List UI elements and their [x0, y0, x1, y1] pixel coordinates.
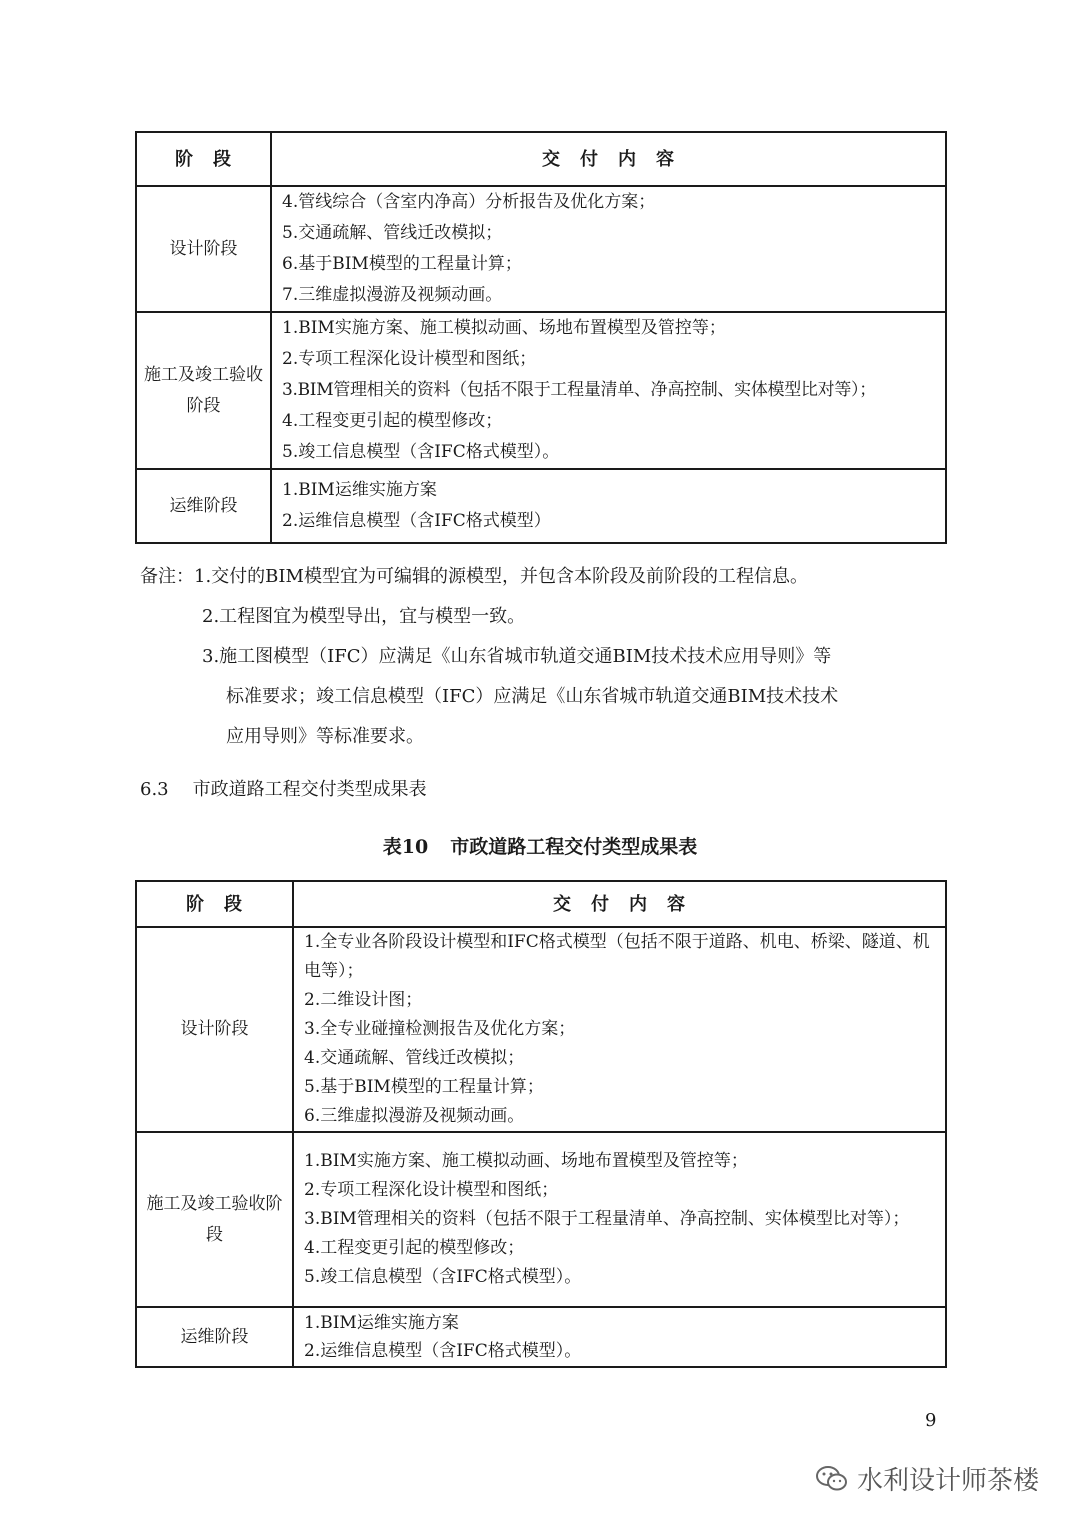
- content-cell: [271, 186, 946, 312]
- header-content: 交 付 内 容: [271, 132, 946, 186]
- page-number: 9: [925, 1410, 937, 1431]
- notes: [140, 557, 838, 757]
- list-item: 5.基于BIM模型的工程量计算；: [304, 1077, 544, 1097]
- list-item: 2.二维设计图；: [304, 990, 423, 1010]
- stage-cell: 设计阶段: [136, 927, 293, 1132]
- list-item: 1.BIM运维实施方案: [282, 480, 437, 500]
- header-stage: 阶 段: [136, 132, 271, 186]
- content-cell: [293, 1132, 946, 1307]
- list-item: 3.BIM管理相关的资料（包括不限于工程量清单、净高控制、实体模型比对等）；: [282, 380, 876, 400]
- caption-title: 市政道路工程交付类型成果表: [450, 836, 698, 858]
- table-caption: [0, 832, 1080, 859]
- list-item: 1.BIM实施方案、施工模拟动画、场地布置模型及管控等；: [282, 318, 726, 338]
- stage-cell: 设计阶段: [136, 186, 271, 312]
- table-row: [136, 186, 946, 312]
- list-item: 1.BIM实施方案、施工模拟动画、场地布置模型及管控等；: [304, 1151, 748, 1171]
- note-3-cont: 应用导则》等标准要求。: [226, 726, 424, 747]
- list-item: 2.专项工程深化设计模型和图纸；: [282, 349, 537, 369]
- list-item: 5.交通疏解、管线迁改模拟；: [282, 223, 503, 243]
- note-3-cont: 标准要求；竣工信息模型（IFC）应满足《山东省城市轨道交通BIM技术技术: [226, 686, 839, 707]
- stage-cell: 运维阶段: [136, 469, 271, 543]
- table-row: [136, 1132, 946, 1307]
- table-header-row: [136, 132, 946, 186]
- header-stage: 阶 段: [136, 881, 293, 927]
- table-row: [136, 469, 946, 543]
- table-row: [136, 312, 946, 469]
- section-heading: [140, 775, 427, 801]
- content-cell: [293, 927, 946, 1132]
- stage-cell: 施工及竣工验收阶段: [136, 1132, 293, 1307]
- list-item: 1.全专业各阶段设计模型和IFC格式模型（包括不限于道路、机电、桥梁、隧道、机电等）；: [304, 932, 930, 981]
- list-item: 4.工程变更引起的模型修改；: [282, 411, 503, 431]
- list-item: 4.交通疏解、管线迁改模拟；: [304, 1048, 525, 1068]
- list-item: 2.专项工程深化设计模型和图纸；: [304, 1180, 559, 1200]
- watermark-text: 水利设计师茶楼: [857, 1466, 1040, 1496]
- list-item: 1.BIM运维实施方案: [304, 1313, 459, 1333]
- stage-cell: 运维阶段: [136, 1307, 293, 1367]
- table-row: [136, 1307, 946, 1367]
- header-content: 交 付 内 容: [293, 881, 946, 927]
- table-header-row: [136, 881, 946, 927]
- list-item: 7.三维虚拟漫游及视频动画。: [282, 285, 503, 305]
- content-cell: [271, 312, 946, 469]
- content-cell: [293, 1307, 946, 1367]
- list-item: 4.管线综合（含室内净高）分析报告及优化方案；: [282, 192, 656, 212]
- list-item: 2.运维信息模型（含IFC格式模型）: [282, 511, 551, 531]
- list-item: 6.基于BIM模型的工程量计算；: [282, 254, 522, 274]
- section-title: 市政道路工程交付类型成果表: [192, 779, 427, 800]
- watermark: [815, 1460, 1039, 1497]
- section-number: 6.3: [140, 779, 169, 800]
- notes-label: 备注：: [140, 566, 194, 587]
- list-item: 5.竣工信息模型（含IFC格式模型）。: [282, 442, 560, 462]
- delivery-table-10: [135, 880, 947, 1368]
- list-item: 2.运维信息模型（含IFC格式模型）。: [304, 1341, 582, 1361]
- list-item: 3.BIM管理相关的资料（包括不限于工程量清单、净高控制、实体模型比对等）；: [304, 1209, 910, 1229]
- caption-number: 表10: [382, 836, 429, 858]
- wechat-icon: [815, 1464, 849, 1494]
- content-cell: [271, 469, 946, 543]
- list-item: 4.工程变更引起的模型修改；: [304, 1238, 525, 1258]
- note-3: 3.施工图模型（IFC）应满足《山东省城市轨道交通BIM技术技术应用导则》等: [202, 646, 832, 667]
- note-2: 2.工程图宜为模型导出，宜与模型一致。: [202, 606, 526, 627]
- list-item: 3.全专业碰撞检测报告及优化方案；: [304, 1019, 576, 1039]
- stage-cell: 施工及竣工验收阶段: [136, 312, 271, 469]
- delivery-table-continued: [135, 131, 947, 544]
- list-item: 5.竣工信息模型（含IFC格式模型）。: [304, 1267, 582, 1287]
- list-item: 6.三维虚拟漫游及视频动画。: [304, 1106, 525, 1126]
- note-1: 备注：1.交付的BIM模型宜为可编辑的源模型，并包含本阶段及前阶段的工程信息。: [140, 566, 808, 587]
- table-row: [136, 927, 946, 1132]
